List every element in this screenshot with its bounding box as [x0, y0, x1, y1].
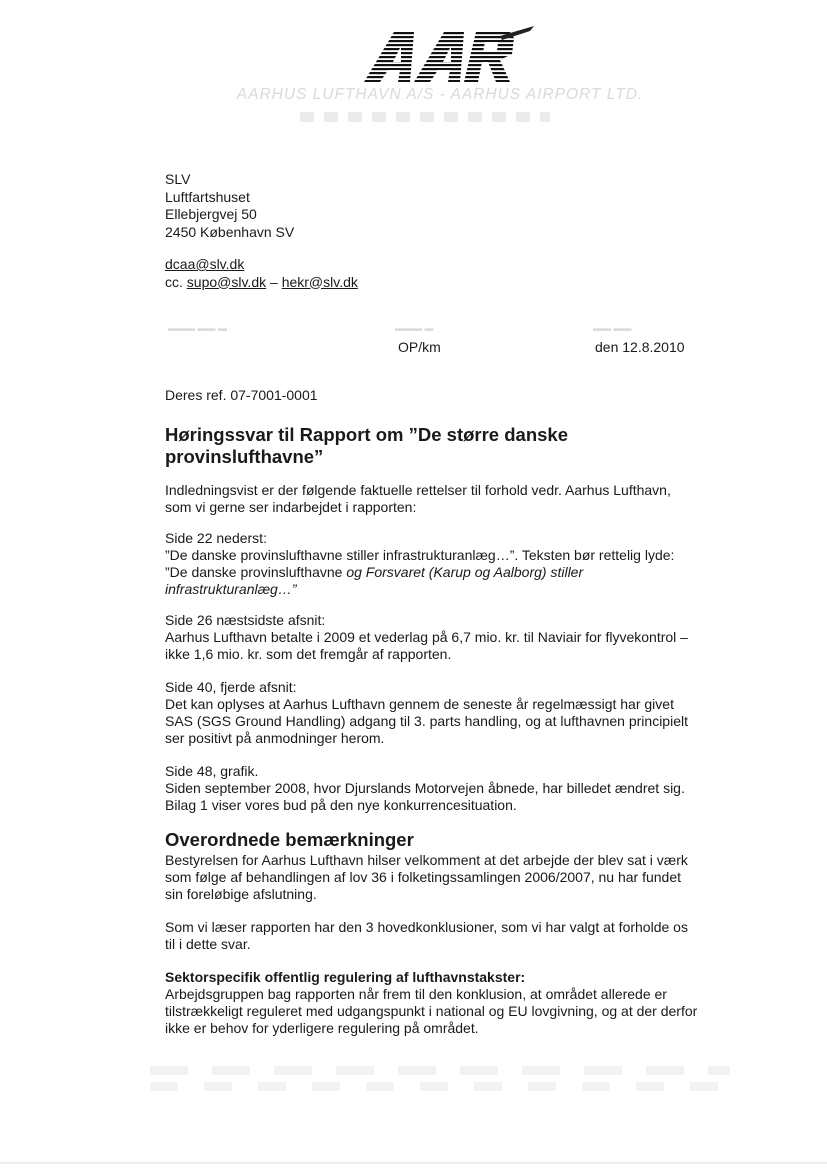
cc-email-link-2[interactable]: hekr@slv.dk — [281, 273, 358, 290]
text-line: som vi gerne ser indarbejdet i rapporten: — [165, 499, 417, 515]
section-side-40 — [165, 679, 725, 747]
text-line: ”De danske provinslufthavne stiller infrastrukturanlæg…”. Teksten bør rettelig lyde: — [165, 547, 675, 563]
cc-email-link-1[interactable]: supo@slv.dk — [186, 273, 267, 290]
aar-logo — [360, 24, 536, 90]
email-link[interactable]: dcaa@slv.dk — [165, 256, 245, 272]
letter-date: den 12.8.2010 — [595, 339, 685, 355]
text-line: Det kan oplyses at Aarhus Lufthavn gennem de seneste år regelmæssigt har givet — [165, 696, 674, 712]
overordnede-paragraph-2 — [165, 919, 725, 953]
text-line: til i dette svar. — [165, 936, 251, 952]
text-line: Siden september 2008, hvor Djurslands Motorvejen åbnede, har billedet ændret sig. — [165, 780, 685, 796]
cc-separator: – — [270, 273, 278, 290]
text-line: Aarhus Lufthavn betalte i 2009 et vederlag på 6,7 mio. kr. til Naviair for flyvekontrol – — [165, 629, 688, 645]
text-line: ikke 1,6 mio. kr. som det fremgår af rapporten. — [165, 646, 452, 662]
section-heading-overordnede: Overordnede bemærkninger — [165, 829, 414, 850]
recipient-line: Luftfartshuset — [165, 188, 250, 205]
text-line: Som vi læser rapporten har den 3 hovedkonklusioner, som vi har valgt at forholde os — [165, 919, 688, 935]
text-line: som følge af behandlingen af lov 36 i folketingssamlingen 2006/2007, nu har fundet — [165, 869, 682, 885]
faint-label: ▬▬ ▬▬ — [593, 323, 632, 333]
text-line: Bestyrelsen for Aarhus Lufthavn hilser velkomment at det arbejde der blev sat i værk — [165, 852, 688, 868]
section-heading: Side 40, fjerde afsnit: — [165, 679, 297, 695]
intro-paragraph — [165, 482, 725, 516]
text-line: Bilag 1 viser vores bud på den nye konkurrencesituation. — [165, 797, 517, 813]
cc-label: cc. — [165, 273, 183, 290]
text-line: Arbejdsgruppen bag rapporten når frem til den konklusion, at området allerede er — [165, 986, 667, 1002]
section-side-48 — [165, 763, 725, 814]
footer-faint-text — [150, 1066, 730, 1092]
section-heading: Side 22 nederst: — [165, 530, 267, 546]
recipient-line: SLV — [165, 171, 191, 187]
section-heading: Side 26 næstsidste afsnit: — [165, 612, 326, 628]
text-line: infrastrukturanlæg…” — [165, 581, 297, 597]
subheading-sektor: Sektorspecifik offentlig regulering af lufthavnstakster: — [165, 969, 526, 985]
text-line: ikke er behov for yderligere regulering på området. — [165, 1020, 479, 1036]
section-heading: Side 48, grafik. — [165, 763, 259, 779]
recipient-line: Ellebjergvej 50 — [165, 206, 257, 222]
company-name: AARHUS LUFTHAVN A/S - AARHUS AIRPORT LTD. — [236, 86, 644, 103]
faint-label: ▬▬▬ ▬ — [395, 323, 434, 333]
section-side-26 — [165, 612, 725, 663]
svg-text:AAR: AAR — [360, 24, 363, 25]
faint-label: ▬▬▬ ▬▬ ▬ — [168, 323, 228, 333]
recipient-line: 2450 København SV — [165, 223, 295, 240]
text-line: Indledningsvist er der følgende faktuelle rettelser til forhold vedr. Aarhus Lufthavn, — [165, 482, 671, 498]
text-line: ”De danske provinslufthavne og Forsvaret (Karup og Aalborg) stiller — [165, 564, 584, 580]
text-line: ser positivt på anmodninger herom. — [165, 730, 385, 746]
text-line: sin foreløbige afslutning. — [165, 886, 317, 902]
recipient-address — [165, 171, 294, 241]
letter-title: Høringssvar til Rapport om ”De større danske provinslufthavne” — [165, 424, 568, 467]
text-line: SAS (SGS Ground Handling) adgang til 3. parts handling, og at lufthavnen principielt — [165, 713, 688, 729]
your-reference: Deres ref. 07-7001-0001 — [165, 387, 318, 403]
our-reference: OP/km — [398, 339, 441, 355]
recipient-emails — [165, 256, 358, 291]
overordnede-paragraph-1 — [165, 852, 725, 903]
text-line: tilstrækkeligt reguleret med udgangspunkt i national og EU lovgivning, og at der derfor — [165, 1003, 698, 1019]
sektor-paragraph — [165, 986, 725, 1037]
letterhead-faint-text — [300, 112, 550, 122]
page-edge-divider — [0, 1162, 827, 1164]
section-side-22 — [165, 530, 725, 598]
